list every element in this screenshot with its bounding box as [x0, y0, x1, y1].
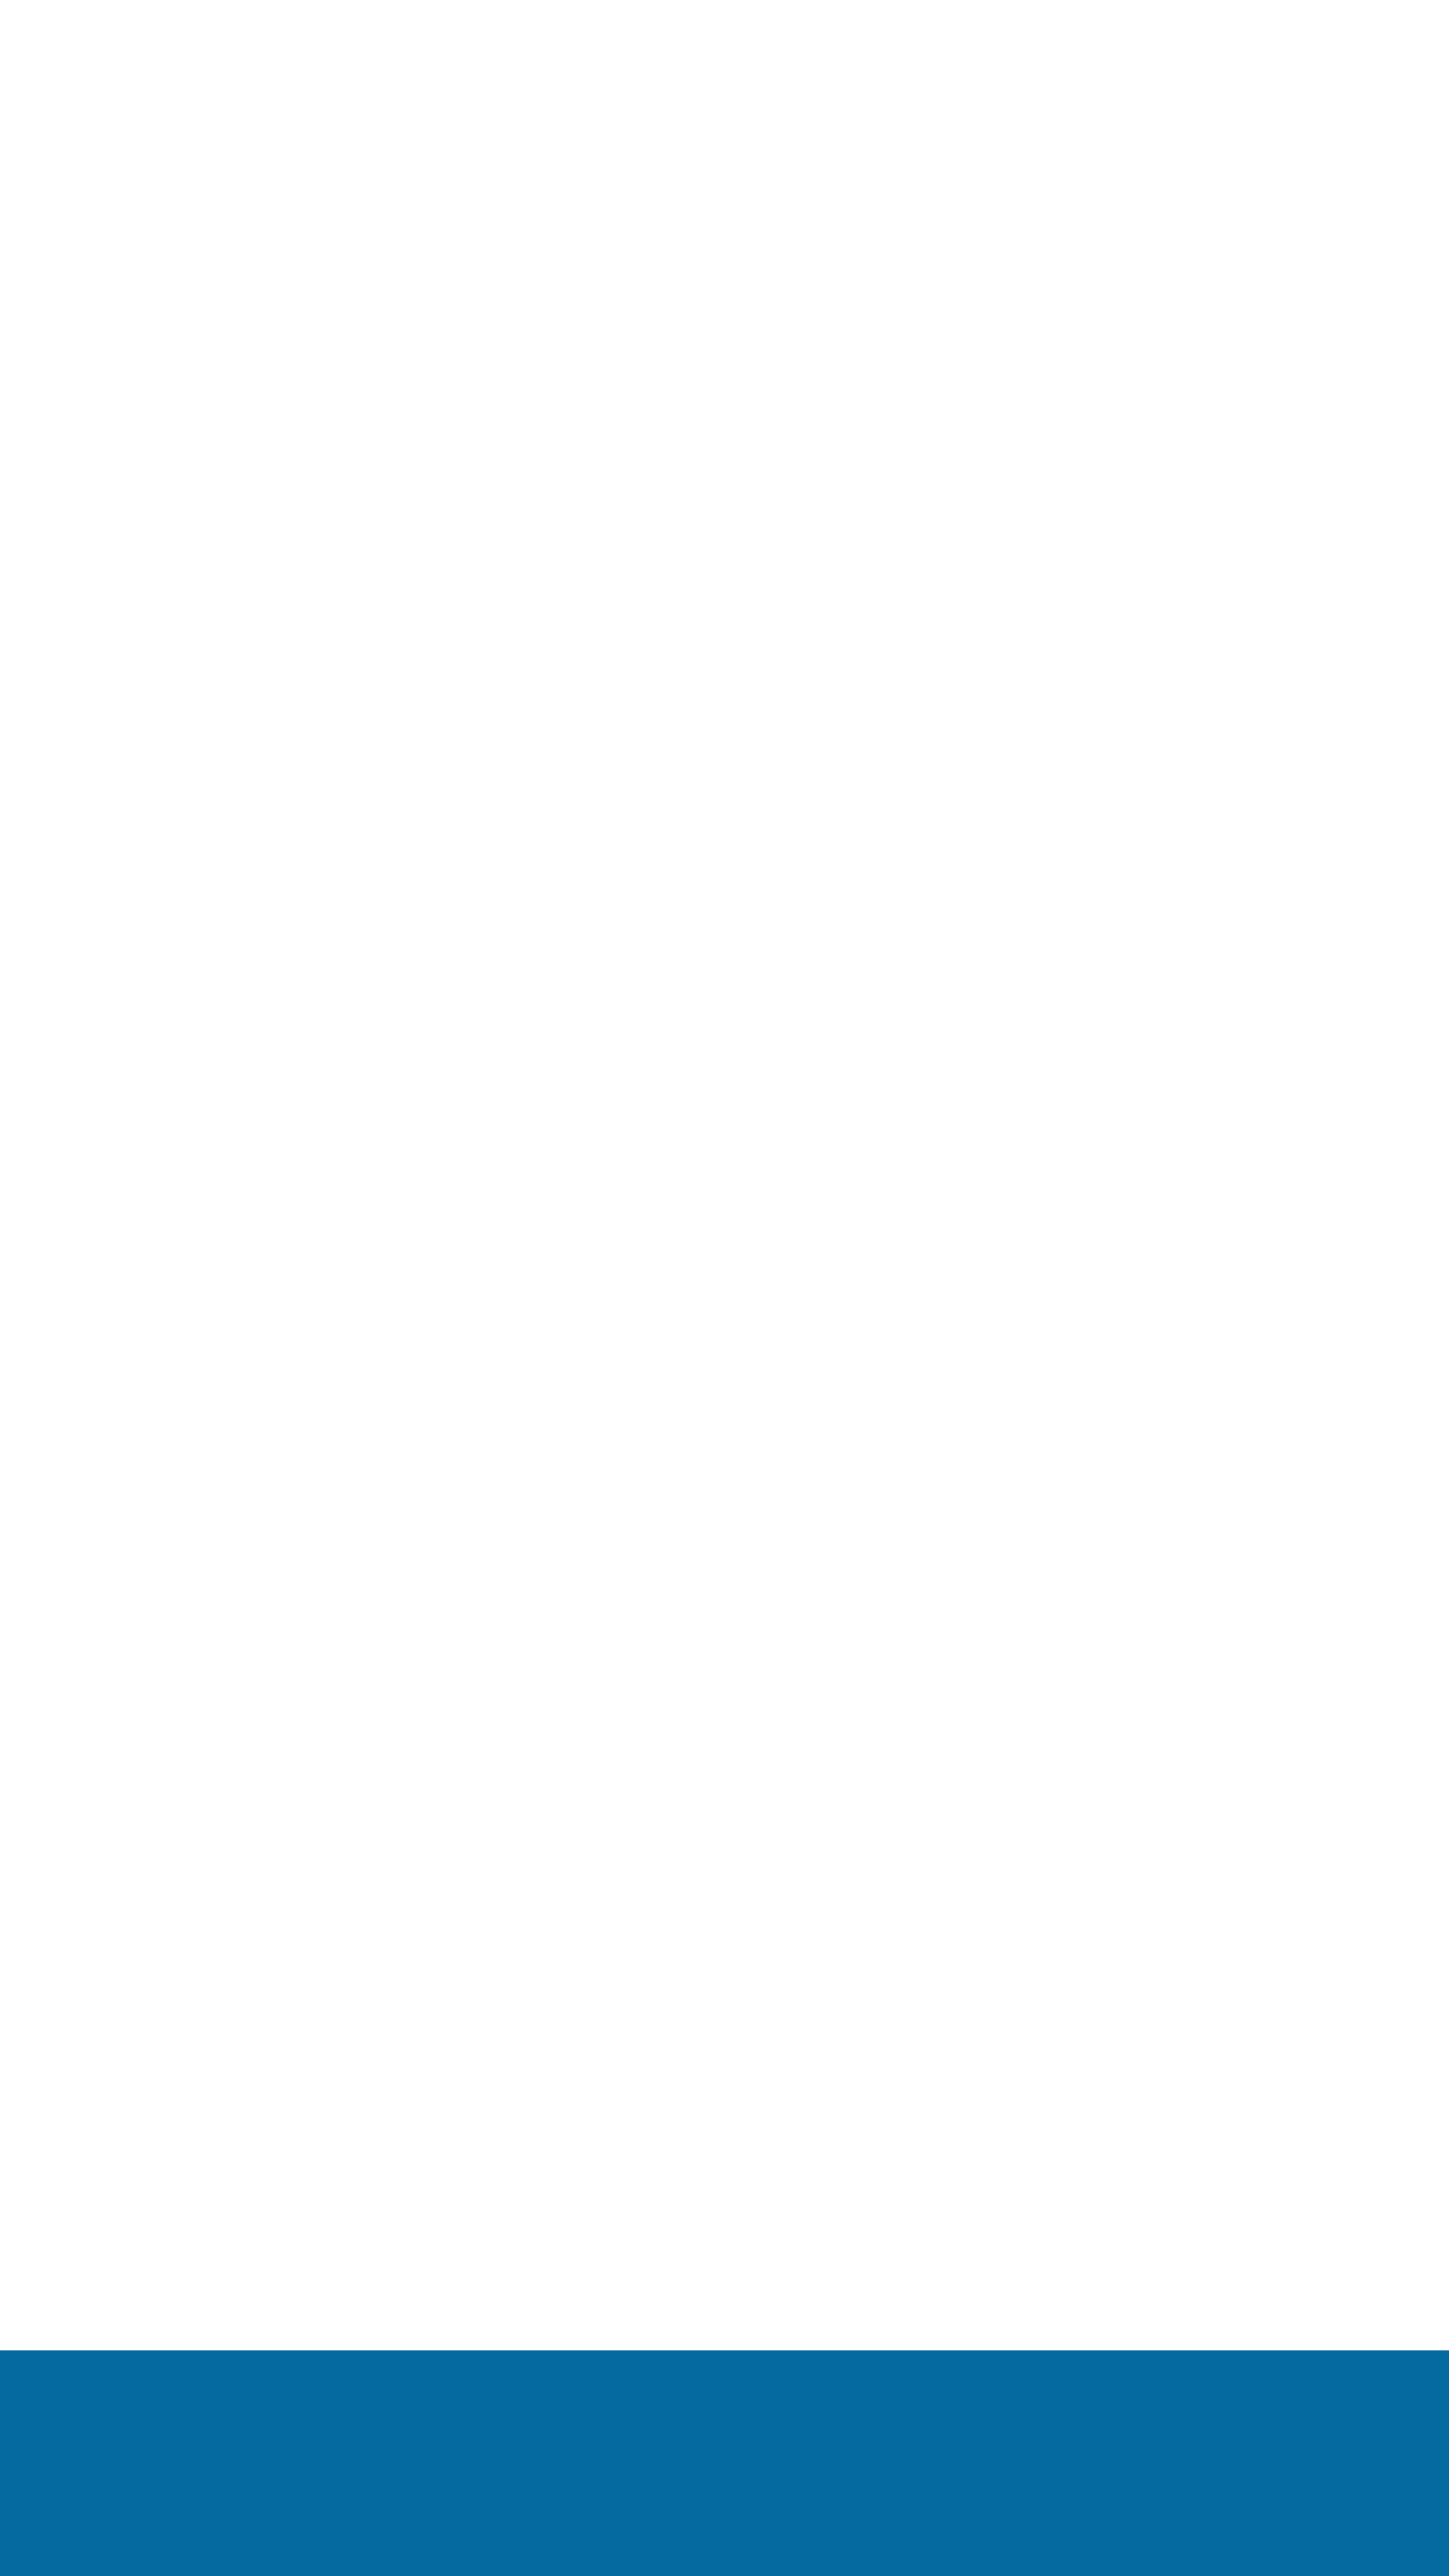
- wave-pattern-band: [0, 2350, 1449, 2576]
- color-legend: [0, 2260, 1449, 2282]
